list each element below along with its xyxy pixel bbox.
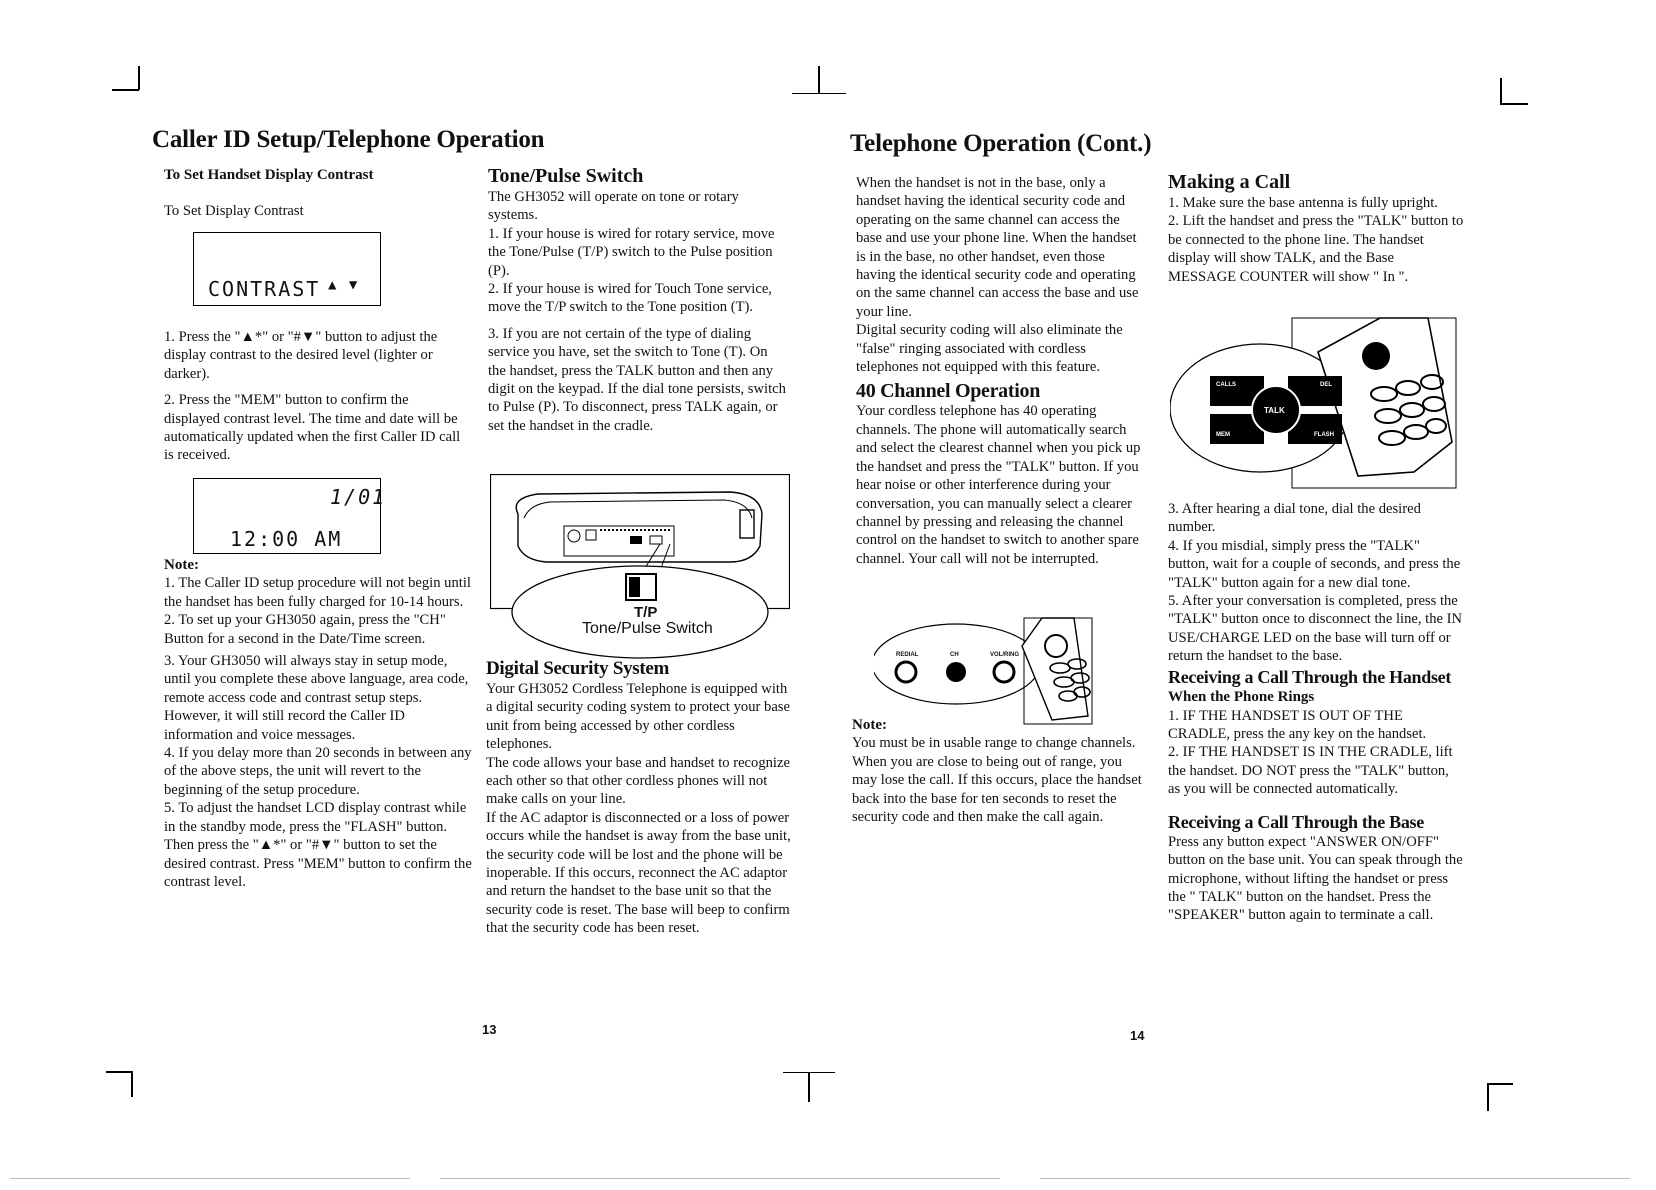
crop-mark xyxy=(112,89,139,91)
receive-handset-heading: Receiving a Call Through the Handset xyxy=(1168,666,1452,687)
scan-line xyxy=(1040,1178,1630,1179)
tone-pulse-switch-label: Tone/Pulse Switch xyxy=(582,620,713,637)
channel-figure xyxy=(874,616,1096,726)
key-label-mem: MEM xyxy=(1216,432,1230,438)
scan-line xyxy=(440,1178,1000,1179)
crop-mark xyxy=(808,1072,810,1102)
page-number-14: 14 xyxy=(1130,1028,1145,1043)
button-label-vol: VOL/RING xyxy=(990,652,1020,658)
handset-keypad-illustration xyxy=(1170,312,1458,492)
security-continued xyxy=(856,174,1146,568)
note-item-4: 4. If you delay more than 20 seconds in between any of the above steps, the unit will revert to the beginning of the setup procedure. xyxy=(164,745,472,798)
intro-para-1: When the handset is not in the base, only a handset having the identical security code and operating on the same channel can access the base and use your phone line. When the handset is in the base, no other handset, even those having the identical security code and operating on the same channel can access the base and use your line. xyxy=(856,175,1139,320)
lcd-contrast-text: CONTRAST xyxy=(208,277,321,301)
note-item-3: 3. Your GH3050 will always stay in setup mode, until you complete these above language, area code, remote access code and contrast setup steps. However, it will still record the Caller ID information and voice messages. xyxy=(164,653,469,743)
receive-handset-subheading: When the Phone Rings xyxy=(1168,688,1315,705)
crop-mark xyxy=(792,93,846,94)
digital-security-para-1: Your GH3052 Cordless Telephone is equipped with a digital security coding system to protect your base unit from being accessed by other cordless telephones. xyxy=(486,681,790,753)
crop-mark xyxy=(131,1071,133,1097)
button-label-ch: CH xyxy=(950,652,959,658)
intro-para-2: Digital security coding will also eliminate the "false" ringing associated with cordless telephones not equipped with this feature. xyxy=(856,322,1123,376)
receive-handset-item-1: 1. IF THE HANDSET IS OUT OF THE CRADLE, press the any key on the handset. xyxy=(1168,707,1427,743)
tone-pulse-item-3: 3. If you are not certain of the type of dialing service you have, set the switch to Tone (T). On the handset, press the TALK button and then any digit on the keypad. If the dial tone persists, switch to Pulse (P). To disconnect, press TALK again, or set the handset in the cradle. xyxy=(488,325,786,434)
making-call-item-5: 5. After your conversation is completed, press the "TALK" button once to disconnect the line, the IN USE/CHARGE LED on the base will turn off or return the handset to the base. xyxy=(1168,593,1463,665)
tp-label: T/P xyxy=(634,604,658,621)
digital-security-para-2: The code allows your base and handset to recognize each other so that other cordless phones will not make calls on your line. xyxy=(486,754,790,808)
making-call-item-3: 3. After hearing a dial tone, dial the desired number. xyxy=(1168,501,1421,536)
channel-heading: 40 Channel Operation xyxy=(856,380,1041,403)
key-label-del: DEL xyxy=(1320,382,1332,388)
channel-note-text: You must be in usable range to change channels. When you are close to being out of range, you may lose the call. If this occurs, place the handset back into the base for ten seconds to reset the security code and then make the call again. xyxy=(852,735,1142,826)
digital-security-heading: Digital Security System xyxy=(486,658,670,679)
note-item-2: 2. To set up your GH3050 again, press the "CH" Button for a second in the Date/Time screen. xyxy=(164,612,446,647)
note-label: Note: xyxy=(164,557,199,573)
contrast-step-2: 2. Press the "MEM" button to confirm the displayed contrast level. The time and date will be automatically updated when the first Caller ID call is received. xyxy=(164,392,461,464)
channel-text: Your cordless telephone has 40 operating channels. The phone will automatically search and select the clearest channel when you pick up the handset and press the "TALK" button. If you hear noise or other interference during your conversation, you can manually select a clearer channel by pressing and releasing the channel control on the handset to switch to another spare channel. Your call will not be interrupted. xyxy=(856,403,1141,567)
crop-mark xyxy=(1487,1083,1489,1111)
key-label-flash: FLASH xyxy=(1314,432,1334,438)
tone-pulse-intro: The GH3052 will operate on tone or rotary systems. xyxy=(488,189,739,224)
key-label-talk: TALK xyxy=(1264,406,1285,415)
lcd-date: 1/01 xyxy=(330,485,387,509)
contrast-step-1: 1. Press the "▲*" or "#▼" button to adjust the display contrast to the desired level (lighter or darker). xyxy=(164,329,438,382)
channel-note xyxy=(852,716,1148,826)
receive-base-text: Press any button expect "ANSWER ON/OFF" button on the base unit. You can speak through the microphone, without lifting the handset or press the " TALK" button on the handset. Press the "SPEAKER" button again to terminate a call. xyxy=(1168,833,1463,924)
page-number-13: 13 xyxy=(482,1022,497,1037)
page-title-right: Telephone Operation (Cont.) xyxy=(850,130,1152,157)
scan-line xyxy=(10,1178,410,1179)
making-call-heading: Making a Call xyxy=(1168,171,1291,193)
channel-note-label: Note: xyxy=(852,717,887,733)
note-item-1: 1. The Caller ID setup procedure will not begin until the handset has been fully charged for 10-14 hours. xyxy=(164,575,471,610)
crop-mark xyxy=(1500,78,1502,104)
keypad-figure xyxy=(1170,312,1458,492)
page-title: Caller ID Setup/Telephone Operation xyxy=(152,126,545,153)
receive-base-heading: Receiving a Call Through the Base xyxy=(1168,811,1424,832)
making-call-item-1: 1. Make sure the base antenna is fully upright. xyxy=(1168,195,1438,211)
contrast-steps xyxy=(164,328,464,465)
making-call-item-2: 2. Lift the handset and press the "TALK" button to be connected to the phone line. The handset display will show TALK, and the Base MESSAGE COUNTER will show " In ". xyxy=(1168,213,1464,285)
handset-buttons-illustration xyxy=(874,616,1096,726)
making-call-continued xyxy=(1168,500,1464,925)
crop-mark xyxy=(1487,1083,1513,1085)
tone-pulse-item-2: 2. If your house is wired for Touch Tone service, move the T/P switch to the Tone position (T). xyxy=(488,281,772,316)
crop-mark xyxy=(138,66,140,90)
contrast-subheading: To Set Display Contrast xyxy=(164,203,304,220)
crop-mark xyxy=(818,66,820,94)
contrast-column xyxy=(164,166,464,221)
crop-mark xyxy=(1500,103,1528,105)
tone-pulse-heading: Tone/Pulse Switch xyxy=(488,165,644,187)
receive-handset-item-2: 2. IF THE HANDSET IS IN THE CRADLE, lift the handset. DO NOT press the "TALK" button, as you will be connected automatically. xyxy=(1168,744,1453,798)
key-label-calls: CALLS xyxy=(1216,382,1236,388)
tone-pulse-section xyxy=(488,164,788,435)
lcd-time: 12:00 AM xyxy=(230,527,343,551)
lcd-time-display xyxy=(193,478,387,554)
caller-id-note xyxy=(164,556,474,891)
tone-pulse-item-1: 1. If your house is wired for rotary service, move the Tone/Pulse (T/P) switch to the Pulse position (P). xyxy=(488,225,775,279)
contrast-heading: To Set Handset Display Contrast xyxy=(164,167,374,183)
making-call-section xyxy=(1168,170,1464,286)
making-call-item-4: 4. If you misdial, simply press the "TALK" button, wait for a couple of seconds, and press the "TALK" button again for a new dial tone. xyxy=(1168,537,1461,591)
digital-security-para-3: If the AC adaptor is disconnected or a loss of power occurs while the handset is away from the base unit, the security code will be lost and the phone will be inoperable. If this occurs, reconnect the AC adaptor and return the handset to the base unit so that the security code is reset. The base will beep to confirm that the security code has been reset. xyxy=(486,809,791,937)
crop-mark xyxy=(106,1071,132,1073)
lcd-contrast-display xyxy=(193,232,381,306)
button-label-redial: REDIAL xyxy=(896,652,919,658)
lcd-arrows: ▲ ▼ xyxy=(328,277,360,293)
note-item-5: 5. To adjust the handset LCD display contrast while in the standby mode, press the "FLASH" button. Then press the "▲*" or "#▼" button to set the desired contrast. Press "MEM" button to confirm the contrast level. xyxy=(164,800,472,890)
digital-security-section xyxy=(486,658,796,938)
